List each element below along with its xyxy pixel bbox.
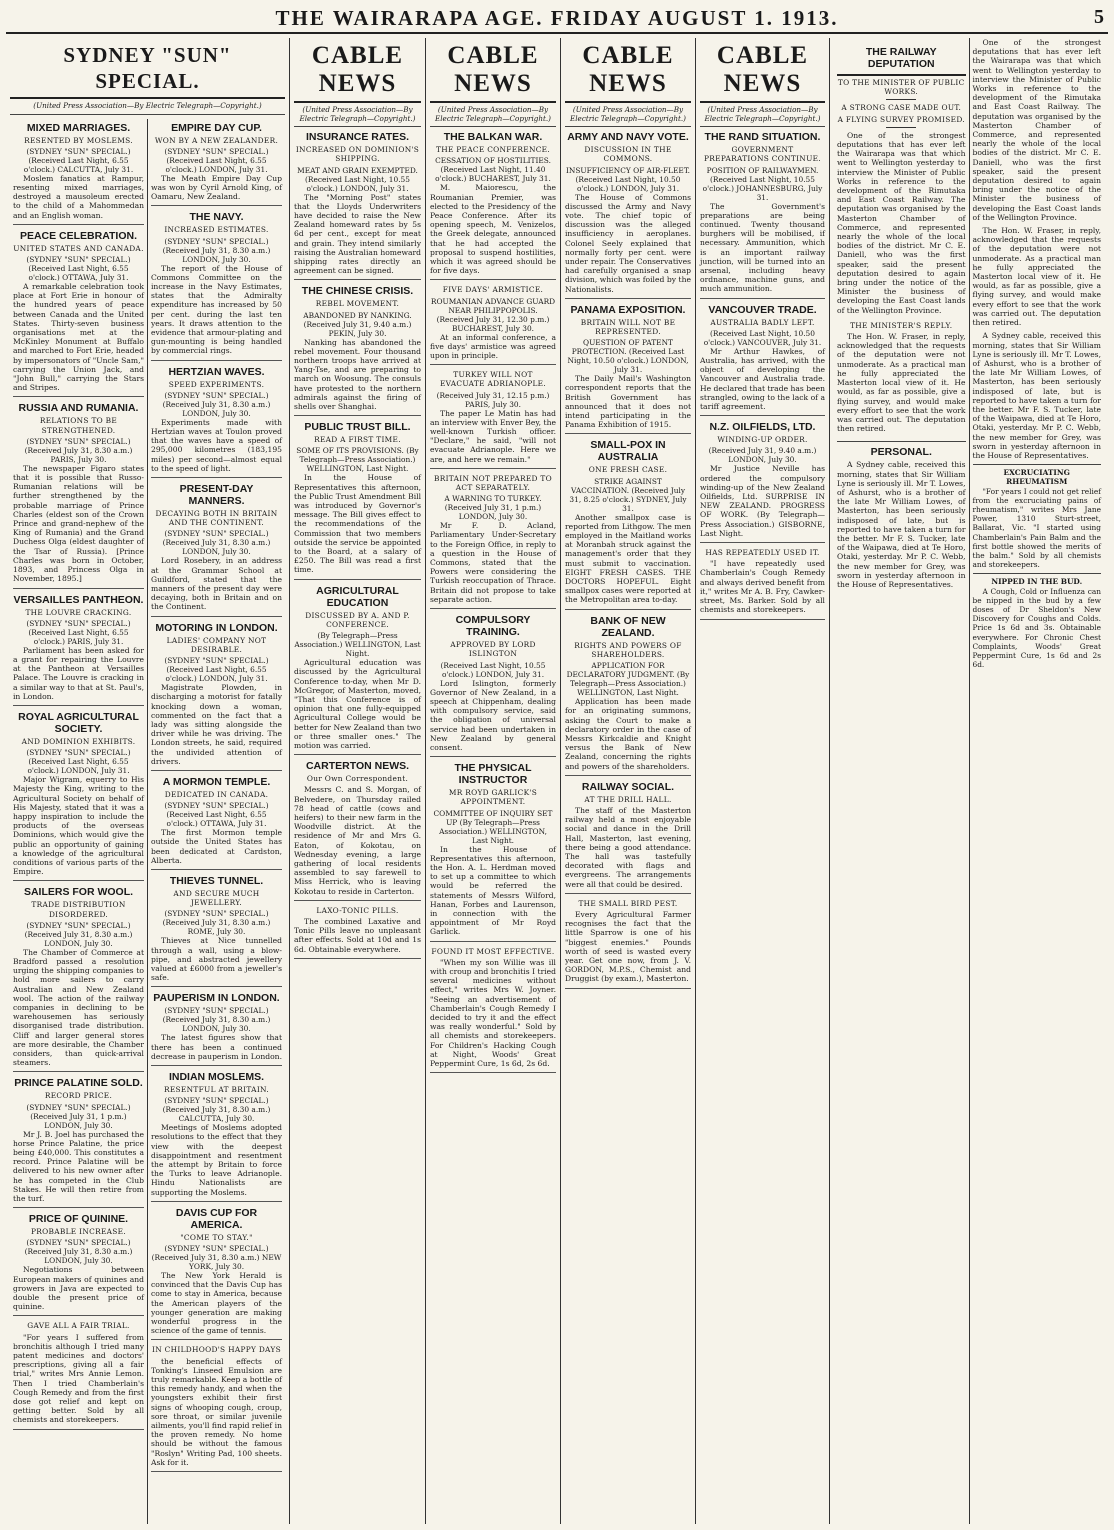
article-dateline: (SYDNEY "SUN" SPECIAL.) (Received July 31, 8.30 a.m.) LONDON, July 30. — [24, 920, 133, 948]
article-body: In the House of Representatives this afternoon, the Hon. A. L. Herdman moved to set up a committee to which would be referred the statements of Messrs Wilford, Hanan, Forbes and Laurenson, in connection with the appointment of Mr Royd Garlick. — [430, 844, 556, 937]
article-dateline: (Received Last Night, 10.55 o'clock.) LONDON, July 31. — [440, 660, 546, 679]
article-body: Magistrate Plowden, in discharging a motorist for fatally knocking down a woman, commented on the fact that a lady was sitting alongside the driver while he was driving. The London streets, he said, required the undivided attention of drivers. — [151, 683, 282, 766]
article — [13, 1321, 144, 1429]
article-body: Application has been made for an originating summons, asking the Court to make a declaratory order in the case of Messrs Kirkcaldie and Knight versus the Bank of New Zealand, concerning the rights and powers of the shareholders. — [565, 697, 691, 771]
article-body: "I have repeatedly used Chamberlain's Cough Remedy and always derived benefit from it," writes Mr A. B. Fry, Cawker-street, Ms. Barker. Sold by all chemists and storekeepers. — [700, 559, 825, 615]
article-body: One of the strongest deputations that has ever left the Wairarapa was that which went to Wellington yesterday to interview the Minister of Public Works in reference to the development of the Rimutaka and East Coast Railway. The deputation was organised by the Masterton Chamber of Commerce, and represented nearly the whole of the local bodies of the district. Mr C. E. Daniell, who was the first speaker, said the present deputation desired to again bring under the notice of the Minister the business of developing the East Coast lands of the Wellington Province. — [972, 38, 1101, 222]
article — [151, 875, 282, 987]
article-heading: AGRICULTURAL EDUCATION — [316, 584, 399, 609]
article-body: Lord Rosebery, in an address at the Grammar School at Guildford, stated that the manners of the present day were decaying, both in Britain and on the Continent. — [151, 556, 282, 612]
article-body: Experiments made with Hertzian waves at Toulon proved that the waves have a speed of 295,000 kilometres (183,195 miles) per second—almost equal to the speed of light. — [151, 417, 282, 473]
article — [151, 211, 282, 360]
article — [430, 474, 556, 609]
article-dateline: (SYDNEY "SUN" SPECIAL.) (Received July 31, 8.30 a.m.) PARIS, July 30. — [24, 436, 133, 464]
advertisement — [973, 573, 1102, 669]
article-heading: THE BALKAN WAR. — [443, 131, 543, 144]
article — [700, 421, 825, 543]
article-heading: INSURANCE RATES. — [305, 131, 410, 144]
article — [13, 1213, 144, 1316]
cable-news-articles-1 — [294, 131, 421, 959]
article-dateline: (SYDNEY "SUN" SPECIAL.) (Received July 31, 8.30 a.m.) CALCUTTA, July 30. — [162, 1096, 271, 1124]
article-subheading: THE PEACE CONFERENCE. — [435, 145, 551, 155]
article-subheading: UNITED STATES AND CANADA. — [13, 243, 144, 253]
article-body: The New York Herald is convinced that the Davis Cup has come to stay in America, because the American players of the younger generation are making wonderful progress in the science of the game of tennis. — [151, 1271, 282, 1336]
section-header-cable-news: CABLE NEWS — [294, 38, 421, 103]
article-heading: PRINCE PALATINE SOLD. — [14, 1077, 143, 1090]
article — [294, 585, 421, 755]
article-dateline: APPLICATION FOR DECLARATORY JUDGMENT. (By Telegraph—Press Association.) WELLINGTON, Last Night. — [566, 661, 690, 698]
divider — [886, 99, 916, 100]
article-body: The latest figures show that there has been a continued decrease in pauperism in London. — [151, 1033, 282, 1061]
article-heading: N.Z. OILFIELDS, LTD. — [709, 421, 816, 434]
article — [151, 483, 282, 617]
railway-left — [834, 38, 969, 1524]
article — [430, 762, 556, 941]
article — [294, 285, 421, 416]
article-body: The staff of the Masterton railway held a most enjoyable social and dance in the Drill Hall, Masterton, last evening, there being a good attendance. The hall was tastefully decorated with flags and evergreens. The arrangements were all that could be desired. — [565, 805, 691, 889]
section-header-cable-news: CABLE NEWS — [700, 38, 825, 103]
article-body: Another smallpox case is reported from Lithgow. The men employed in the Maitland works at Moranbah struck against the management's order that they must submit to vaccination. EIGHT FRESH CASES. THE DOCTORS HOPEFUL. Eight smallpox cases were reported at the Metropolitan area to-day. — [565, 512, 691, 605]
article — [13, 594, 144, 706]
article-subheading: LADIES' COMPANY NOT DESIRABLE. — [166, 635, 267, 654]
article-dateline: (SYDNEY "SUN" SPECIAL.) (Received Last Night, 6.55 o'clock.) PARIS, July 31. — [26, 618, 131, 646]
article-dateline: (SYDNEY "SUN" SPECIAL.) (Received July 31, 8.30 a.m.) LONDON, July 30. — [162, 529, 271, 557]
article-body: The Meath Empire Day Cup was won by Cyril Arnold King, of Oamaru, New Zealand. — [151, 173, 282, 202]
article-subheading: AND DOMINION EXHIBITS. — [21, 736, 136, 746]
article-body: The Hon. W. Fraser, in reply, acknowledged that the requests of the deputation were not unmoderate. As a practical man he fully appreciated the Masterton local view of it. He would, as far as possible, give a flying survey, and would make every effort to see that the work was carried out. The deputation then retired. — [837, 332, 966, 434]
article-subheading: DISCUSSED BY A. AND P. CONFERENCE. — [305, 610, 410, 629]
article-subheading: READ A FIRST TIME. — [314, 435, 401, 445]
article-dateline: (SYDNEY "SUN" SPECIAL.) (Received Last Night, 6.55 o'clock.) LONDON, July 31. — [164, 146, 269, 174]
article-dateline: (By Telegraph—Press Association.) WELLINGTON, Last Night. — [294, 631, 421, 659]
article-dateline: (Received July 31, 12.15 p.m.) PARIS, July 30. — [436, 390, 550, 409]
article-heading: PEACE CELEBRATION. — [19, 229, 138, 242]
article-heading: SMALL-POX IN AUSTRALIA — [590, 439, 666, 464]
article — [151, 992, 282, 1066]
article-subheading: THE LOUVRE CRACKING. — [25, 607, 132, 617]
article-heading: HERTZIAN WAVES. — [168, 365, 265, 378]
article-body: One of the strongest deputations that has ever left the Wairarapa was that which went to Wellington yesterday to interview the Minister of Public Works in reference to the development of the Rimutaka and East Coast Railway. The deputation was organised by the Masterton Chamber of Commerce, and represented nearly the whole of the local bodies of the district. Mr C. E. Daniell, who was the first speaker, said the present deputation desired to again bring under the notice of the Minister the business of developing the East Coast lands of the Wellington Province. — [837, 130, 966, 315]
article-subheading: THE MINISTER'S REPLY. — [850, 320, 953, 330]
cable-news-articles-4 — [700, 131, 825, 619]
article — [700, 304, 825, 417]
article-body: The report of the House of Commons Committee on the increase in the Navy Estimates, states that the Admiralty expenditure has increased by 50 per cent. during the last ten years. It draws attention to the evidence that armour-plating and gun-mounting is being handled by commercial rings. — [151, 263, 282, 356]
cable-news-articles-3 — [565, 131, 691, 988]
article-subheading: A STRONG CASE MADE OUT. — [841, 103, 962, 113]
article — [430, 370, 556, 469]
article-body: The "Morning Post" states that the Lloyds Underwriters have decided to raise the New Zealand homeward rates by 5s 6d per cent., except for meat and grain. They intend similarly raising the Australian homeward shipping rates directly an agreement can be signed. — [294, 192, 421, 276]
section-byline: (United Press Association—By Electric Telegraph—Copyright.) — [700, 106, 825, 127]
newspaper-title: THE WAIRARAPA AGE. FRIDAY AUGUST 1. 1913. — [275, 5, 839, 30]
article-subheading: AUSTRALIA BADLY LEFT. — [710, 317, 815, 327]
article — [565, 439, 691, 609]
article — [151, 622, 282, 771]
article-dateline: (SYDNEY "SUN" SPECIAL.) (Received Last Night, 6.55 o'clock.) LONDON, July 31. — [164, 656, 269, 684]
section-byline: (United Press Association—By Electric Telegraph—Copyright.) — [10, 102, 285, 115]
article-body: The Chamber of Commerce at Bradford passed a resolution urging the shipping companies to hold more sailers to carry Australian and New Zealand wool. The action of the railway companies in declining to be warehousemen has seriously disorganised trade distribution. Cliff and larger general stores are more desirable, the Chamber considers, than quick-arrival steamers. — [13, 947, 144, 1068]
article-subheading: MR ROYD GARLICK'S APPOINTMENT. — [448, 788, 538, 807]
article-heading: PRESENT-DAY MANNERS. — [179, 483, 254, 508]
divider — [886, 127, 916, 128]
article-dateline: (SYDNEY "SUN" SPECIAL.) (Received July 31, 8.30 a.m.) LONDON, July 30. — [162, 236, 271, 264]
article — [151, 366, 282, 478]
article — [151, 122, 282, 207]
article — [13, 886, 144, 1072]
article-body: Major Wigram, equerry to His Majesty the King, writing to the Agricultural Society on behalf of His Majesty, stated that it was a happy inspiration to include the products of the overseas Dominions, which would give the public an opportunity of gaining a knowledge of the agricultural conditions of various parts of the Empire. — [13, 775, 144, 877]
article-body: Mr F. D. Acland, Parliamentary Under-Secretary to the Foreign Office, in reply to a question in the House of Commons, stated that the Powers were considering the Turkish reoccupation of Thrace. Britain did not propose to take separate action. — [430, 521, 556, 604]
article-heading: THIEVES TUNNEL. — [169, 874, 264, 887]
article-body: Negotiations between European makers of quinines and growers in Java are expected to double the present price of quinine. — [13, 1265, 144, 1312]
article — [700, 131, 825, 298]
article — [294, 421, 421, 579]
article-heading: THE PHYSICAL INSTRUCTOR — [454, 762, 532, 787]
section-byline: (United Press Association—By Electric Telegraph—Copyright.) — [294, 106, 421, 127]
article-heading: MIXED MARRIAGES. — [26, 121, 131, 134]
article-heading: THE CHINESE CRISIS. — [301, 285, 414, 298]
article-dateline: MEAT AND GRAIN EXEMPTED. (Received Last Night, 10.55 o'clock.) LONDON, July 31. — [297, 165, 418, 193]
article-subheading: INCREASED ESTIMATES. — [164, 225, 269, 235]
article — [151, 776, 282, 870]
page-number: 5 — [1094, 6, 1104, 28]
article-dateline: (SYDNEY "SUN" SPECIAL.) (Received Last Night, 6.55 o'clock.) OTTAWA, July 31. — [26, 255, 131, 283]
section-byline: (United Press Association—By Electric Telegraph—Copyright.) — [430, 106, 556, 127]
article-body: Nanking has abandoned the rebel movement. Four thousand northern troops have arrived at Yang-Tse, and are preparing to march on Woosung. The consuls have protested to the northern admirals against the firing of shells over Shanghai. — [294, 337, 421, 412]
article-subheading: INCREASED ON DOMINION'S SHIPPING. — [295, 145, 420, 164]
article-heading: CARTERTON NEWS. — [305, 760, 410, 773]
article-heading: RAILWAY SOCIAL. — [581, 780, 675, 793]
article-body: the beneficial effects of Tonking's Linseed Emulsion are truly remarkable. Keep a bottle of this remedy handy, and when the youngsters exhibit their first signs of whooping cough, croup, sore throat, or similar juvenile ailments, you'll find rapid relief in the proven remedy. No home should be without the famous "Roslyn" Writing Pad, 100 sheets. Ask for it. — [151, 1356, 282, 1467]
article-body: A Sydney cable, received this morning, states that Sir William Lyne is seriously ill. Mr T. Lowes, of Ashurst, who is a brother of the late Mr William Lowes, of Masterton, has been seriously indisposed of late, but is reported to have taken a turn for the better. Mr F. S. Tucker, late of the Waipawa, died at Te Horo, Otaki, yesterday. Mr P. C. Webb, the new member for Grey, was sworn in yesterday afternoon in the House of Representatives. — [837, 460, 966, 589]
article-dateline: (SYDNEY "SUN" SPECIAL.) (Received July 31, 8.30 a.m.) LONDON, July 30. — [24, 1238, 133, 1266]
article-dateline: POSITION OF RAILWAYMEN. (Received Last Night, 10.55 o'clock.) JOHANNESBURG, July 31. — [702, 165, 823, 202]
article-body: Meetings of Moslems adopted resolutions to the effect that they view with the deepest disappointment and resentment the attempt by Britain to force the Turks to leave Adrianople. Hindu Nationalists are supporting the Moslems. — [151, 1123, 282, 1197]
article-body: The first Mormon temple outside the United States has been dedicated at Cardston, Alberta. — [151, 828, 282, 865]
article — [13, 122, 144, 225]
article — [13, 711, 144, 881]
section-header-sydney-sun: SYDNEY "SUN" SPECIAL. — [10, 38, 285, 99]
article-body: Agricultural education was discussed by the Agricultural Conference to-day, when Mr D. McGregor, of Masterton, moved, "That this Conference is of opinion that one fully-equipped Agricultural College would be better for New Zealand than two or three smaller ones." The motion was carried. — [294, 658, 421, 750]
article-body: Parliament has been asked for a grant for repairing the Louvre at the Pantheon at Versailles Palace. The Louvre is cracking in a similar way to that at St. Paul's, in London. — [13, 645, 144, 701]
article-dateline: SOME OF ITS PROVISIONS. (By Telegraph—Press Association.) WELLINGTON, Last Night. — [296, 446, 419, 474]
article-dateline: (SYDNEY "SUN" SPECIAL.) (Received Last Night, 6.55 o'clock.) CALCUTTA, July 31. — [23, 146, 134, 174]
article — [565, 615, 691, 776]
article-subheading: LAXO-TONIC PILLS. — [316, 905, 399, 915]
article-heading: PUBLIC TRUST BILL. — [304, 421, 411, 434]
article-subheading: DEDICATED IN CANADA. — [164, 789, 269, 799]
article-body: M. Maiorescu, the Roumanian Premier, was elected to the Presidency of the Peace Conference. After its opening speech, M. Venizelos, the Greek delegate, announced that he had accepted the proposal to suspend hostilities, which it was agreed should be for five days. — [430, 183, 556, 276]
article-heading: ARMY AND NAVY VOTE. — [567, 131, 689, 144]
article-heading: PAUPERISM IN LONDON. — [153, 992, 280, 1005]
article-subheading: ONE FRESH CASE. — [588, 465, 668, 475]
article — [294, 906, 421, 959]
sydney-sun-right — [147, 119, 285, 1524]
article-dateline: COMMITTEE OF INQUIRY SET UP (By Telegraph—Press Association.) WELLINGTON, Last Night. — [433, 808, 553, 845]
railway-split — [834, 38, 1104, 1524]
sydney-sun-left — [10, 119, 147, 1524]
article — [430, 614, 556, 757]
article-body: A remarkable celebration took place at Fort Erie in honour of the hundred years of peace between Canada and the United States. Thirty-seven business organisations met at the McKinley Monument at Buffalo and marched to Fort Erie, headed by impersonators of "Uncle Sam," carrying the Union Jack, and "John Bull," carrying the Stars and Stripes. — [13, 282, 144, 393]
article-subheading: SPEED EXPERIMENTS. — [168, 379, 265, 389]
article-heading: THE RAND SITUATION. — [704, 131, 821, 144]
ad-body: "For years I could not get relief from the excruciating pains of rheumatism," writes Mrs Jane Power, 1310 Sturt-street, Ballarat, Vic. "I started using Chamberlain's Pain Balm and the first bottle showed the merits of the balm." Sold by all chemists and storekeepers. — [972, 486, 1101, 570]
article-dateline: (SYDNEY "SUN" SPECIAL.) (Received July 31, 1 p.m.) LONDON, July 30. — [26, 1102, 131, 1130]
article-heading: COMPULSORY TRAINING. — [455, 614, 531, 639]
article-subheading: DECAYING BOTH IN BRITAIN AND THE CONTINENT. — [155, 509, 278, 528]
article — [565, 781, 691, 894]
column-cable-news-2 — [426, 38, 561, 1524]
article-subheading: RESENTFUL AT BRITAIN. — [164, 1084, 269, 1094]
article-body: The combined Laxative and Tonic Pills leave no unpleasant after effects. Sold at 10d and 1s 6d. Obtainable everywhere. — [294, 916, 421, 954]
column-cable-news-3 — [561, 38, 696, 1524]
article-dateline: (SYDNEY "SUN" SPECIAL.) (Received July 31, 8.30 a.m.) LONDON, July 30. — [162, 390, 271, 418]
article-body: "When my son Willie was ill with croup and bronchitis I tried several medicines without effect," writes Mrs W. Joyner. "Seeing an advertisement of Chamberlain's Cough Remedy I decided to try it and the effect was really wonderful." Sold by all chemists and storekeepers. For Children's Hacking Cough at Night, Woods' Great Peppermint Cure, 1s 6d, 2s 6d. — [430, 957, 556, 1068]
article — [294, 131, 421, 280]
article-dateline: (SYDNEY "SUN" SPECIAL.) (Received July 31, 8.30 a.m.) LONDON, July 30. — [162, 1006, 271, 1034]
ad-body: A Cough, Cold or Influenza can be nipped in the bud by a few doses of Dr Sheldon's New Discovery for Coughs and Colds. Price 1s 6d and 3s. Obtainable everywhere. For Chronic Chest Complaints, Woods' Great Peppermint Cure, 1s 6d and 2s 6d. — [972, 586, 1101, 670]
article-subheading: RIGHTS AND POWERS OF SHAREHOLDERS. — [574, 640, 682, 659]
section-header-cable-news: CABLE NEWS — [430, 38, 556, 103]
article-subheading: RECORD PRICE. — [44, 1091, 113, 1101]
article-body: Lord Islington, formerly Governor of New Zealand, in a speech at Chippenham, dealing with compulsory service, said the obligation of universal service had been undertaken in New Zealand by general consent. — [430, 678, 556, 752]
article-heading: A MORMON TEMPLE. — [162, 775, 271, 788]
article-subheading: WINDING-UP ORDER. — [717, 435, 808, 445]
article-subheading: BRITAIN NOT PREPARED TO ACT SEPARATELY. — [433, 473, 552, 493]
article — [565, 304, 691, 435]
article-dateline: (SYDNEY "SUN" SPECIAL.) (Received July 31, 8.30 a.m.) NEW YORK, July 30. — [151, 1244, 282, 1271]
article-subheading: WON BY A NEW ZEALANDER. — [154, 135, 279, 145]
article-subheading: FOUND IT MOST EFFECTIVE. — [431, 946, 555, 956]
article — [430, 131, 556, 280]
article-dateline: (Received July 31, 9.40 a.m.) LONDON, July 30. — [708, 446, 817, 465]
article-subheading: HAS REPEATEDLY USED IT. — [705, 548, 820, 558]
article-body: Moslem fanatics at Rampur, resenting mixed marriages, destroyed a mausoleum erected to the child of a Mahommedan and an English woman. — [13, 173, 144, 220]
article-subheading: AND SECURE MUCH JEWELLERY. — [173, 888, 260, 908]
article-subheading: TURKEY WILL NOT EVACUATE ADRIANOPLE. — [439, 370, 547, 389]
article-dateline: A WARNING TO TURKEY. (Received July 31, 1 p.m.) LONDON, July 30. — [444, 494, 542, 522]
advertisement — [973, 464, 1102, 569]
article-dateline: ABANDONED BY NANKING. (Received July 31, 9.40 a.m.) PEKIN, July 30. — [303, 310, 412, 338]
article-heading: SAILERS FOR WOOL. — [23, 886, 134, 899]
ad-heading: NIPPED IN THE BUD. — [991, 577, 1083, 587]
section-byline: (United Press Association—By Electric Telegraph—Copyright.) — [565, 106, 691, 127]
article — [151, 1345, 282, 1472]
article-subheading: RELATIONS TO BE STRENGTHENED. — [39, 416, 118, 435]
article-body: The paper Le Matin has had an interview with Enver Bey, the well-known Turkish officer. "Declare," he said, "will not evacuate Adrianople. Here we are, and here we remain." — [430, 408, 556, 464]
article-body: A Sydney cable, received this morning, states that Sir William Lyne is seriously ill. Mr T. Lowes, of Ashurst, who is a brother of the late Mr William Lowes, of Masterton, has been seriously indisposed of late, but is reported to have taken a turn for the better. Mr F. S. Tucker, late of the Waipawa, died at Te Horo, Otaki, yesterday. Mr P. C. Webb, the new member for Grey, was sworn in yesterday afternoon in the House of Representatives. — [972, 331, 1101, 460]
article-body: The House of Commons discussed the Army and Navy vote. The chief topic of discussion was the alleged insufficiency in aeroplanes. Colonel Seely explained that normally forty per cent. were under repair. The Conservatives had carefully organised a snap division, which was foiled by the Nationalists. — [565, 192, 691, 294]
article-heading: VERSAILLES PANTHEON. — [13, 593, 144, 606]
article — [430, 285, 556, 365]
column-sydney-sun — [6, 38, 290, 1524]
article-body: The Daily Mail's Washington correspondent reports that the British Government has announced that it does not intend participating in the Panama Exhibition of 1915. — [565, 374, 691, 430]
article-subheading: THE SMALL BIRD PEST. — [578, 898, 678, 908]
article-body: The newspaper Figaro states that it is possible that Russo-Rumanian relations will be further strengthened by the probable marriage of Prince Charles (eldest son of the Crown Prince and grand-nephew of the King of Rumania) and the Grand Duchess Olga (eldest daughter of the Tsar of Russia). [Prince Charles was born in October, 1893, and Princess Olga in November, 1895.] — [13, 463, 144, 584]
article-heading: DAVIS CUP FOR AMERICA. — [175, 1206, 258, 1231]
article — [700, 548, 825, 619]
article-subheading: TRADE DISTRIBUTION DISORDERED. — [31, 900, 126, 919]
article-body: Mr Arthur Hawkes, of Australia, has arrived, with the object of developing the Vancouver and Australia trade. He declared that trade has been strangled, owing to the lack of a tariff agreement. — [700, 346, 825, 412]
article-heading: ROYAL AGRICULTURAL SOCIETY. — [18, 710, 139, 735]
ad-heading: EXCRUCIATING RHEUMATISM — [1003, 468, 1070, 487]
masthead — [6, 4, 1108, 34]
article — [430, 947, 556, 1074]
article-dateline: QUESTION OF PATENT PROTECTION. (Received Last Night, 10.50 o'clock.) LONDON, July 31. — [567, 338, 689, 375]
article — [565, 131, 691, 299]
article — [13, 1077, 144, 1208]
article-dateline: INSUFFICIENCY OF AIR-FLEET. (Received Last Night, 10.50 o'clock.) LONDON, July 31. — [565, 165, 691, 193]
cable-news-articles-2 — [430, 131, 556, 1073]
article-heading: RUSSIA AND RUMANIA. — [18, 402, 139, 415]
article-heading: MOTORING IN LONDON. — [155, 621, 278, 634]
article-heading: PRICE OF QUININE. — [28, 1213, 129, 1226]
article-heading: BANK OF NEW ZEALAND. — [590, 614, 666, 639]
article-heading: THE NAVY. — [189, 211, 244, 224]
article-subheading: "COME TO STAY." — [180, 1232, 253, 1242]
article-body: In the House of Representatives this afternoon, the Public Trust Amendment Bill was introduced by Governor's message. The Bill gives effect to the recommendations of the Commission that two members outside the service be appointed to the Board, at a salary of £250. The Bill was read a first time. — [294, 473, 421, 575]
article-dateline: (SYDNEY "SUN" SPECIAL.) (Received Last Night, 6.55 o'clock.) OTTAWA, July 31. — [164, 801, 269, 829]
article-subheading: A FLYING SURVEY PROMISED. — [837, 114, 965, 124]
article-dateline: ROUMANIAN ADVANCE GUARD NEAR PHILIPPOPOLIS. (Received July 31, 12.30 p.m.) BUCHAREST, July 30. — [430, 296, 556, 333]
article — [13, 230, 144, 398]
section-header-cable-news: CABLE NEWS — [565, 38, 691, 103]
article-dateline: (SYDNEY "SUN" SPECIAL.) (Received July 31, 8.30 a.m.) ROME, July 30. — [162, 909, 271, 937]
page-columns — [6, 38, 1108, 1524]
article — [294, 760, 421, 901]
article-body: "For years I suffered from bronchitis although I tried many patent medicines and doctors' prescriptions, giving all a fair trial," writes Mrs Annie Lemon. Then I tried Chamberlain's Cough Remedy and from the first dose got relief and kept on getting better. Sold by all chemists and storekeepers. — [13, 1332, 144, 1425]
article-body: Every Agricultural Farmer recognises the fact that the little Sparrow is one of his "biggest enemies." Pounds worth of seed is wasted every year. Get one now, from J. V. GORDON, M.P.S., Chemist and Druggist (by exam.), Masterton. — [565, 909, 691, 984]
article-subheading: PROBABLE INCREASE. — [31, 1227, 126, 1237]
article-subheading: Our Own Correspondent. — [306, 774, 409, 784]
article-heading: VANCOUVER TRADE. — [708, 303, 817, 316]
article-heading: INDIAN MOSLEMS. — [168, 1070, 265, 1083]
article-heading: EMPIRE DAY CUP. — [171, 121, 262, 134]
article-subheading: FIVE DAYS' ARMISTICE. — [442, 285, 544, 295]
column-cable-news-1 — [290, 38, 426, 1524]
article-subheading: REBEL MOVEMENT. — [315, 299, 400, 309]
article-heading: PERSONAL. — [837, 441, 966, 458]
article-subheading: GAVE ALL A FAIR TRIAL. — [27, 1321, 130, 1331]
article-body: Thieves at Nice tunnelled through a wall, using a blow-pipe, and abstracted jewellery valued at £6000 from a jeweller's safe. — [151, 936, 282, 983]
article-subheading: IN CHILDHOOD'S HAPPY DAYS — [152, 1345, 281, 1355]
article-dateline: (Received Last Night, 10.50 o'clock.) VANCOUVER, July 31. — [703, 328, 822, 347]
article-subheading: DISCUSSION IN THE COMMONS. — [584, 145, 672, 164]
sydney-sun-split — [10, 119, 285, 1524]
article-body: Mr J. B. Joel has purchased the horse Prince Palatine, the price being £40,000. This constitutes a record. Prince Palatine will be delivered to his new owner after he has competed in the Club Stakes. He will then retire from the turf. — [13, 1129, 144, 1204]
article-body: The Government's preparations are being continued. Twenty thousand burghers will be mobilised, if necessary. Ammunition, which is an important railway junction, will be turned into an arsenal, including heavy ordnance, machine guns, and much ammunition. — [700, 201, 825, 294]
article-dateline: STRIKE AGAINST VACCINATION. (Received July 31, 8.25 o'clock.) SYDNEY, July 31. — [569, 476, 687, 513]
column-cable-news-4 — [696, 38, 830, 1524]
article-dateline: CESSATION OF HOSTILITIES. (Received Last Night, 11.40 o'clock.) BUCHAREST, July 31. — [435, 156, 551, 184]
article-subheading: GOVERNMENT PREPARATIONS CONTINUE. — [704, 145, 821, 164]
article-body: The Hon. W. Fraser, in reply, acknowledged that the requests of the deputation were not unmoderate. As a practical man he fully appreciated the Masterton local view of it. He would, as far as possible, give a flying survey, and would make every effort to see that the work was carried out. The deputation then retired. — [972, 226, 1101, 328]
article-subheading: AT THE DRILL HALL. — [584, 794, 672, 804]
article-body: Mr Justice Neville has ordered the compulsory winding-up of the New Zealand Oilfields, Ltd. SURPRISE IN NEW ZEALAND. PROGRESS OF WORK. (By Telegraph—Press Association.) GISBORNE, Last Night. — [700, 464, 825, 538]
column-railway-deputation — [830, 38, 1108, 1524]
article-subheading: APPROVED BY LORD ISLINGTON — [450, 640, 536, 659]
article-subheading: BRITAIN WILL NOT BE REPRESENTED. — [580, 317, 676, 337]
article-body: Messrs C. and S. Morgan, of Belvedere, on Thursday railed 78 head of cattle (cows and heifers) to their new farm in the Woodville district. At the residence of Mr and Mrs G. Eaton, of Kokotau, on Wednesday evening, a large gathering of local residents assembled to say farewell to Miss Herrick, who is leaving Kokotau to reside in Carterton. — [294, 785, 421, 896]
article-heading: THE RAILWAY DEPUTATION — [837, 41, 966, 76]
article — [151, 1071, 282, 1202]
article — [13, 402, 144, 588]
article — [151, 1207, 282, 1341]
article-heading: PANAMA EXPOSITION. — [570, 303, 686, 316]
article-body: At an informal conference, a five days' armistice was agreed upon in principle. — [430, 332, 556, 361]
railway-right — [969, 38, 1105, 1524]
article-subheading: TO THE MINISTER OF PUBLIC WORKS. — [837, 78, 965, 97]
article — [565, 899, 691, 989]
article-dateline: (SYDNEY "SUN" SPECIAL.) (Received Last Night, 6.55 o'clock.) LONDON, July 31. — [26, 748, 131, 776]
article-subheading: RESENTED BY MOSLEMS. — [24, 135, 133, 145]
